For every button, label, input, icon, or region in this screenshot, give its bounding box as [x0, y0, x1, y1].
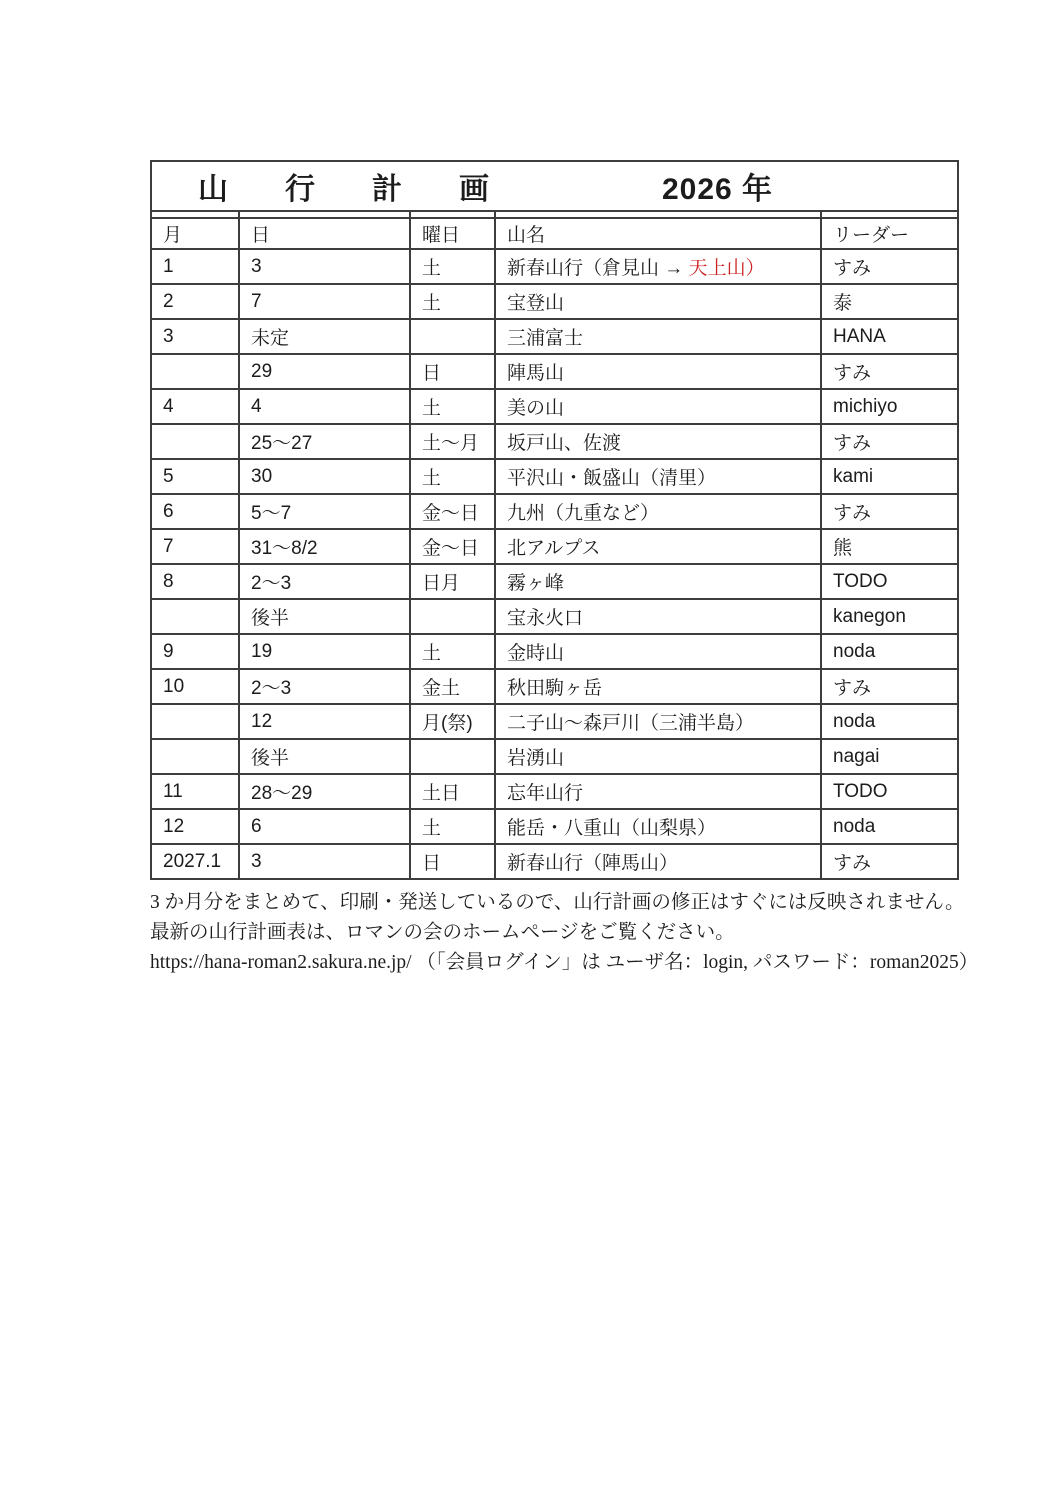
cell-weekday: 土～月	[410, 424, 495, 459]
mountain-name: 新春山行（陣馬山）	[507, 853, 679, 874]
cell-day: 5～7	[239, 494, 410, 529]
column-header-leader: リーダー	[821, 218, 958, 249]
cell-leader: kanegon	[821, 599, 958, 634]
cell-leader: すみ	[821, 354, 958, 389]
table-row	[151, 529, 958, 564]
cell-weekday: 土	[410, 249, 495, 284]
table-row	[151, 459, 958, 494]
cell-leader: すみ	[821, 669, 958, 704]
cell-leader: すみ	[821, 424, 958, 459]
mountain-name: 美の山	[507, 398, 565, 419]
mountain-name: 岩湧山	[507, 748, 565, 769]
note-line: 3 か月分をまとめて、印刷・発送しているので、山行計画の修正はすぐには反映されません。	[150, 892, 965, 913]
cell-weekday	[410, 739, 495, 774]
mountain-name: 三浦富士	[507, 328, 584, 349]
cell-weekday: 土	[410, 634, 495, 669]
cell-mountain	[495, 529, 821, 564]
title-year: 2026 年	[661, 173, 774, 206]
table-row	[151, 704, 958, 739]
cell-day: 2～3	[239, 564, 410, 599]
cell-leader: 泰	[821, 284, 958, 319]
table-title-cell	[151, 161, 958, 211]
table-row	[151, 319, 958, 354]
cell-weekday: 土	[410, 809, 495, 844]
mountain-name: 坂戸山、佐渡	[507, 433, 622, 454]
mountain-name: 秋田駒ヶ岳	[507, 678, 603, 699]
mountain-name: 霧ヶ峰	[507, 573, 565, 594]
cell-leader: TODO	[821, 564, 958, 599]
mountain-name: 金時山	[507, 643, 565, 664]
cell-day: 2～3	[239, 669, 410, 704]
table-row	[151, 284, 958, 319]
table-title-row	[151, 161, 958, 211]
cell-mountain	[495, 319, 821, 354]
cell-weekday: 土	[410, 389, 495, 424]
cell-mountain	[495, 389, 821, 424]
table-row	[151, 564, 958, 599]
cell-mountain	[495, 669, 821, 704]
cell-day: 4	[239, 389, 410, 424]
table-row	[151, 669, 958, 704]
cell-weekday: 月(祭)	[410, 704, 495, 739]
cell-leader: すみ	[821, 494, 958, 529]
cell-day: 6	[239, 809, 410, 844]
cell-mountain	[495, 284, 821, 319]
cell-month	[151, 424, 239, 459]
column-header-name: 山名	[495, 218, 821, 249]
cell-day: 12	[239, 704, 410, 739]
cell-month: 4	[151, 389, 239, 424]
column-header-month: 月	[151, 218, 239, 249]
cell-leader: kami	[821, 459, 958, 494]
plan-table	[150, 160, 959, 880]
cell-day: 3	[239, 844, 410, 879]
mountain-name: 宝永火口	[507, 608, 584, 629]
note-line: 最新の山行計画表は、ロマンの会のホームページをご覧ください。	[150, 922, 735, 943]
cell-mountain	[495, 809, 821, 844]
table-row	[151, 424, 958, 459]
cell-leader: noda	[821, 634, 958, 669]
cell-leader: すみ	[821, 844, 958, 879]
title-text: 山行計画	[198, 173, 546, 206]
cell-leader: nagai	[821, 739, 958, 774]
cell-weekday: 日	[410, 844, 495, 879]
cell-weekday: 日	[410, 354, 495, 389]
mountain-name: 陣馬山	[507, 363, 565, 384]
cell-day: 後半	[239, 599, 410, 634]
cell-month	[151, 704, 239, 739]
cell-weekday: 土日	[410, 774, 495, 809]
title-divider-row	[151, 211, 958, 218]
cell-month: 8	[151, 564, 239, 599]
mountain-name: 北アルプス	[507, 538, 601, 559]
table-row	[151, 354, 958, 389]
cell-month: 2027.1	[151, 844, 239, 879]
cell-mountain	[495, 774, 821, 809]
table-row	[151, 774, 958, 809]
cell-mountain	[495, 459, 821, 494]
cell-day: 30	[239, 459, 410, 494]
table-header-row	[151, 218, 958, 249]
mountain-name: 二子山～森戸川（三浦半島）	[507, 713, 755, 734]
mountain-name: 忘年山行	[507, 783, 584, 804]
cell-weekday: 日月	[410, 564, 495, 599]
cell-day: 3	[239, 249, 410, 284]
cell-mountain	[495, 634, 821, 669]
cell-month	[151, 354, 239, 389]
cell-month	[151, 599, 239, 634]
column-header-weekday: 曜日	[410, 218, 495, 249]
cell-month: 11	[151, 774, 239, 809]
table-row	[151, 494, 958, 529]
cell-mountain	[495, 739, 821, 774]
cell-month: 1	[151, 249, 239, 284]
cell-mountain	[495, 599, 821, 634]
column-header-day: 日	[239, 218, 410, 249]
cell-leader: michiyo	[821, 389, 958, 424]
cell-weekday: 土	[410, 284, 495, 319]
table-row	[151, 634, 958, 669]
cell-mountain	[495, 494, 821, 529]
mountain-name: 新春山行（倉見山 →	[507, 258, 689, 279]
cell-month: 2	[151, 284, 239, 319]
cell-weekday: 金～日	[410, 494, 495, 529]
cell-month	[151, 739, 239, 774]
mountain-name: 宝登山	[507, 293, 565, 314]
table-row	[151, 249, 958, 284]
cell-mountain	[495, 704, 821, 739]
table-title	[152, 162, 957, 210]
mountain-name: 平沢山・飯盛山（清里）	[507, 468, 717, 489]
table-row	[151, 389, 958, 424]
cell-weekday: 土	[410, 459, 495, 494]
cell-day: 28～29	[239, 774, 410, 809]
cell-day: 25～27	[239, 424, 410, 459]
cell-month: 12	[151, 809, 239, 844]
cell-mountain	[495, 424, 821, 459]
table-row	[151, 844, 958, 879]
cell-leader: TODO	[821, 774, 958, 809]
cell-month: 5	[151, 459, 239, 494]
table-row	[151, 739, 958, 774]
mountain-name-red: 天上山）	[688, 258, 765, 279]
cell-day: 19	[239, 634, 410, 669]
cell-mountain	[495, 249, 821, 284]
cell-leader: 熊	[821, 529, 958, 564]
cell-month: 7	[151, 529, 239, 564]
cell-leader: noda	[821, 704, 958, 739]
table-row	[151, 599, 958, 634]
note-line: https://hana-roman2.sakura.ne.jp/ （「会員ログイン」は ユーザ名：login, パスワード：roman2025）	[150, 952, 979, 973]
table-row	[151, 809, 958, 844]
cell-weekday	[410, 319, 495, 354]
cell-leader: すみ	[821, 249, 958, 284]
cell-month: 6	[151, 494, 239, 529]
cell-month: 3	[151, 319, 239, 354]
cell-day: 未定	[239, 319, 410, 354]
cell-day: 31～8/2	[239, 529, 410, 564]
cell-mountain	[495, 564, 821, 599]
cell-weekday	[410, 599, 495, 634]
cell-mountain	[495, 844, 821, 879]
mountain-name: 能岳・八重山（山梨県）	[507, 818, 717, 839]
cell-leader: HANA	[821, 319, 958, 354]
cell-day: 後半	[239, 739, 410, 774]
cell-mountain	[495, 354, 821, 389]
cell-month: 9	[151, 634, 239, 669]
cell-month: 10	[151, 669, 239, 704]
cell-day: 29	[239, 354, 410, 389]
cell-weekday: 金土	[410, 669, 495, 704]
footer-notes	[150, 892, 979, 973]
cell-weekday: 金～日	[410, 529, 495, 564]
mountain-name: 九州（九重など）	[507, 503, 660, 524]
cell-day: 7	[239, 284, 410, 319]
document-content	[150, 160, 979, 982]
cell-leader: noda	[821, 809, 958, 844]
